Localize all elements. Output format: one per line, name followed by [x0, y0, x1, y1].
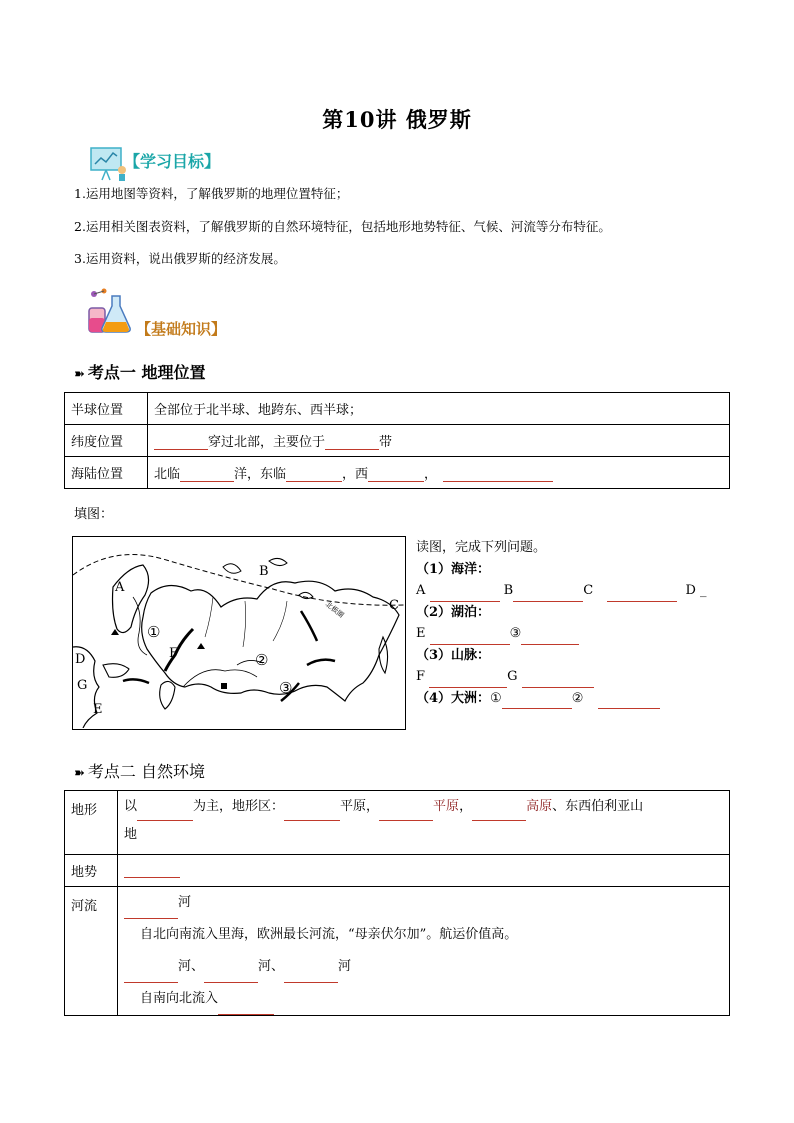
arctic-circle-label: 北极圈 [323, 600, 346, 620]
scandinavia-outline [113, 565, 149, 633]
island-outline [223, 564, 241, 573]
map-label-e: E [93, 702, 103, 717]
row-content: 穿过北部，主要位于 带 [148, 425, 730, 457]
mountain-line [307, 660, 335, 665]
answer-blank[interactable] [124, 968, 178, 983]
section2-heading-text: 考点二 自然环境 [87, 762, 205, 781]
river-line [205, 597, 213, 637]
row-label: 半球位置 [65, 393, 148, 425]
question-heading: （1）海洋： [416, 561, 491, 577]
lab-flask-icon [84, 286, 134, 336]
answer-blank[interactable] [379, 806, 433, 821]
answer-blank[interactable] [368, 467, 424, 482]
island-outline [269, 558, 287, 565]
map-label-1: ① [147, 623, 161, 641]
basics-badge [84, 286, 264, 338]
russia-outline [142, 581, 399, 701]
answer-blank[interactable] [513, 587, 583, 602]
answer-blank[interactable] [124, 863, 180, 878]
double-arrow-icon: ➽ [74, 367, 85, 382]
objective-item: 2.运用相关图表资料，了解俄罗斯的自然环境特征，包括地形地势特征、气候、河流等分布特征。 [74, 219, 611, 234]
map-label-b: B [259, 564, 269, 579]
answer-blank[interactable] [430, 630, 510, 645]
russia-map [72, 536, 406, 730]
mountain-line [301, 611, 317, 641]
objectives-badge [88, 144, 268, 184]
answer-blank[interactable] [598, 694, 660, 709]
map-label-f: F [169, 646, 179, 661]
map-label-c: C [389, 598, 399, 613]
questions-intro: 读图，完成下列问题。 [416, 540, 547, 555]
city-symbol [221, 683, 227, 689]
answer-blank[interactable] [522, 673, 594, 688]
river-line [273, 601, 287, 641]
table-row [65, 887, 730, 1016]
river-line [243, 601, 246, 647]
answer-blank[interactable] [124, 904, 178, 919]
question-answer-line: E ③ [416, 623, 736, 645]
russia-outline-map [73, 537, 404, 728]
map-label-2: ② [255, 651, 269, 669]
answer-blank[interactable] [154, 435, 208, 450]
section1-heading [74, 360, 205, 383]
row-content: 以 为主，地形区： 平原， 平原， 高原、东西伯利亚山 地 [118, 791, 730, 855]
row-content: 河 自北向南流入里海，欧洲最长河流，“母亲伏尔加”。航运价值高。 河、 河、 河 自南向北流入 [118, 887, 730, 1016]
table-row [65, 425, 730, 457]
answer-blank[interactable] [204, 968, 258, 983]
answer-blank[interactable] [286, 467, 342, 482]
section2-heading [74, 759, 205, 782]
page-title: 第10讲 俄罗斯 [322, 107, 472, 132]
basics-badge-label: 【基础知识】 [136, 320, 227, 338]
answer-blank[interactable] [443, 467, 553, 482]
row-label: 河流 [65, 887, 118, 1016]
caspian-sea-outline [160, 681, 175, 709]
objective-item: 3.运用资料，说出俄罗斯的经济发展。 [74, 251, 286, 266]
map-questions [416, 537, 736, 709]
answer-blank[interactable] [284, 968, 338, 983]
answer-blank[interactable] [521, 630, 579, 645]
answer-blank[interactable] [472, 806, 526, 821]
city-symbol [197, 643, 205, 649]
answer-blank[interactable] [180, 467, 234, 482]
location-table [64, 392, 730, 489]
caucasus-mountains-line [123, 679, 149, 683]
objectives-badge-label: 【学习目标】 [124, 152, 221, 171]
row-label: 纬度位置 [65, 425, 148, 457]
answer-blank[interactable] [325, 435, 379, 450]
table-row [65, 855, 730, 887]
fill-map-label: 填图： [74, 507, 114, 522]
answer-blank[interactable] [218, 1000, 274, 1015]
double-arrow-icon: ➽ [74, 766, 85, 781]
question-answer-line: F G [416, 666, 736, 688]
answer-blank[interactable] [284, 806, 340, 821]
question-heading: （3）山脉： [416, 647, 491, 663]
table-row [65, 457, 730, 489]
table-row [65, 791, 730, 855]
answer-blank[interactable] [137, 806, 193, 821]
map-label-g: G [77, 678, 88, 693]
section1-heading-text: 考点一 地理位置 [87, 363, 206, 382]
answer-blank[interactable] [502, 694, 572, 709]
map-label-a: A [115, 580, 125, 595]
row-content [118, 855, 730, 887]
row-content: 全部位于北半球、地跨东、西半球； [148, 393, 730, 425]
question-heading: （2）湖泊： [416, 604, 491, 620]
map-label-d: D [75, 652, 86, 667]
map-label-3: ③ [279, 679, 293, 697]
environment-table [64, 790, 730, 1016]
table-row [65, 393, 730, 425]
question-answer-line: （4）大洲：① ② [416, 688, 736, 710]
row-label: 地形 [65, 791, 118, 855]
row-content: 北临 洋，东临 ，西 ， [148, 457, 730, 489]
question-answer-line: A B C D _ [416, 580, 736, 602]
presentation-board-icon [88, 144, 128, 182]
answer-blank[interactable] [430, 587, 500, 602]
row-label: 地势 [65, 855, 118, 887]
black-sea-outline [103, 664, 129, 678]
objective-item: 1.运用地图等资料，了解俄罗斯的地理位置特征； [74, 186, 349, 201]
answer-blank[interactable] [429, 673, 507, 688]
row-label: 海陆位置 [65, 457, 148, 489]
answer-blank[interactable] [607, 587, 677, 602]
